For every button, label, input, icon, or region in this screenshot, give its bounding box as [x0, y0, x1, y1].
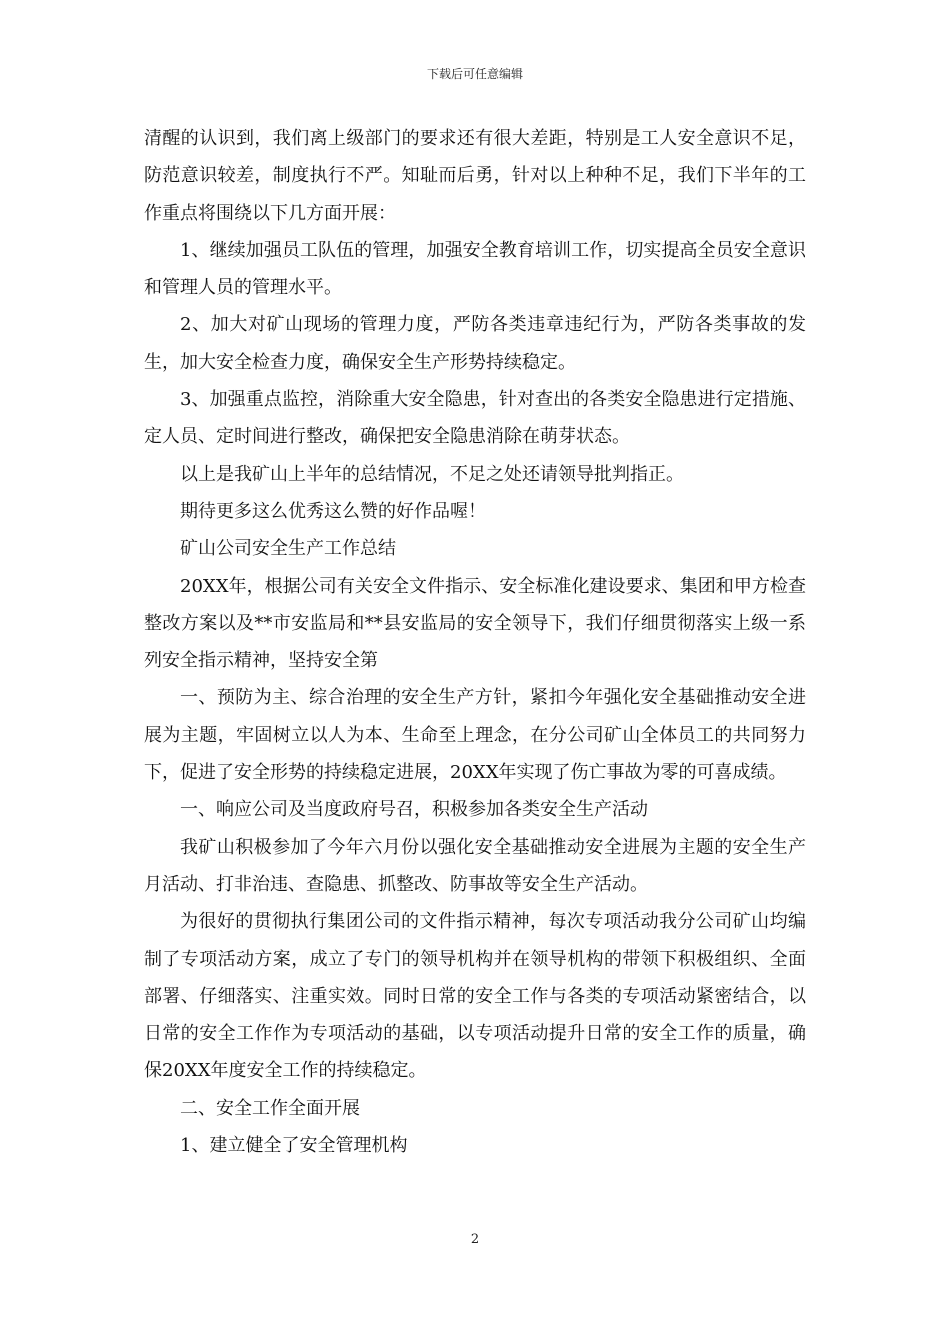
paragraph: 以上是我矿山上半年的总结情况，不足之处还请领导批判指正。 [180, 463, 684, 485]
paragraph: 20XX年，根据公司有关安全文件指示、安全标准化建设要求、集团和甲方检查整改方案以及**市安监局和**县安监局的安全领导下，我们仔细贯彻落实上级一系列安全指示精神，坚持安全第 [144, 575, 806, 672]
paragraph: 2、加大对矿山现场的管理力度，严防各类违章违纪行为，严防各类事故的发生，加大安全检查力度，确保安全生产形势持续稳定。 [144, 314, 806, 373]
paragraph: 1、继续加强员工队伍的管理，加强安全教育培训工作，切实提高全员安全意识和管理人员的管理水平。 [144, 239, 806, 299]
section-title: 矿山公司安全生产工作总结 [180, 538, 396, 560]
paragraph: 清醒的认识到，我们离上级部门的要求还有很大差距，特别是工人安全意识不足，防范意识较差，制度执行不严。知耻而后勇，针对以上种种不足，我们下半年的工作重点将围绕以下几方面开展： [144, 128, 806, 224]
paragraph: 期待更多这么优秀这么赞的好作品喔！ [180, 500, 486, 522]
paragraph: 一、预防为主、综合治理的安全生产方针，紧扣今年强化安全基础推动安全进展为主题，牢固树立以人为本、生命至上理念，在分公司矿山全体员工的共同努力下，促进了安全形势的持续稳定进展，20XX年实现了伤亡事故为零的可喜成绩。 [144, 687, 806, 784]
section-heading: 一、响应公司及当度政府号召，积极参加各类安全生产活动 [180, 799, 648, 821]
paragraph: 为很好的贯彻执行集团公司的文件指示精神，每次专项活动我分公司矿山均编制了专项活动方案，成立了专门的领导机构并在领导机构的带领下积极组织、全面部署、仔细落实、注重实效。同时日常的安全工作与各类的专项活动紧密结合，以日常的安全工作作为专项活动的基础，以专项活动提升日常的安全工作的质量，确保20XX年度安全工作的持续稳定。 [144, 911, 806, 1082]
page-header-note: 下载后可任意编辑 [426, 67, 523, 81]
paragraph: 我矿山积极参加了今年六月份以强化安全基础推动安全进展为主题的安全生产月活动、打非治违、查隐患、抓整改、防事故等安全生产活动。 [144, 836, 806, 895]
section-heading: 二、安全工作全面开展 [180, 1097, 360, 1119]
page-number: 2 [470, 1232, 480, 1247]
subsection-heading: 1、建立健全了安全管理机构 [180, 1135, 408, 1157]
paragraph: 3、加强重点监控，消除重大安全隐患，针对查出的各类安全隐患进行定措施、定人员、定时间进行整改，确保把安全隐患消除在萌芽状态。 [144, 389, 806, 448]
document-body [144, 120, 806, 1164]
